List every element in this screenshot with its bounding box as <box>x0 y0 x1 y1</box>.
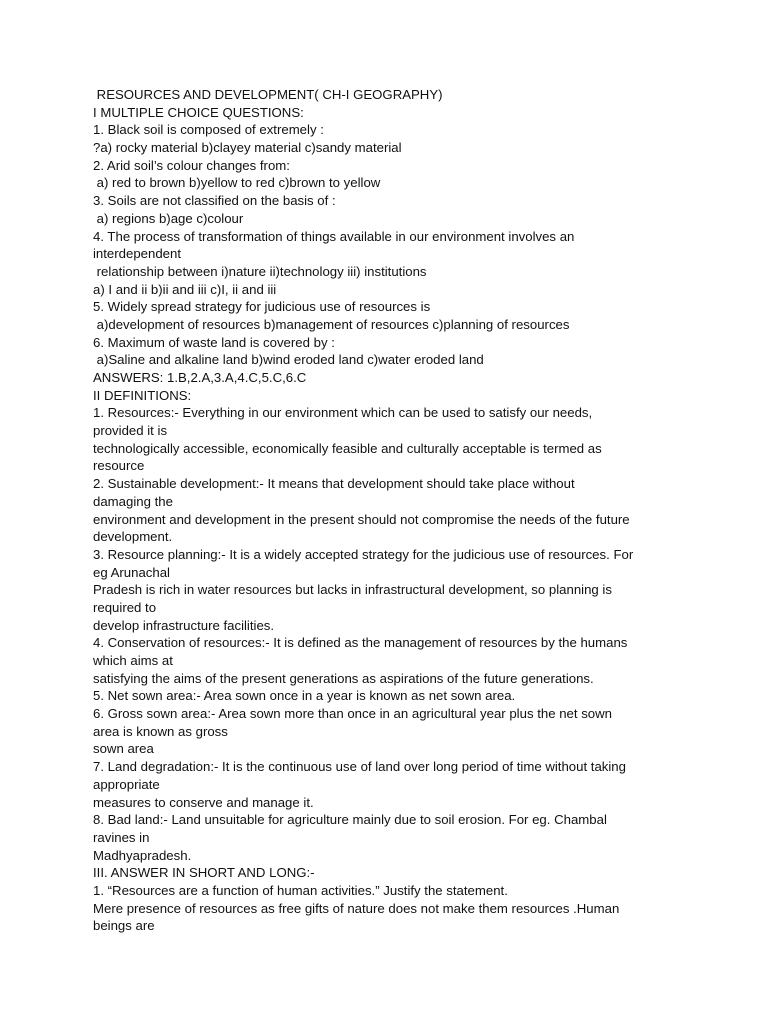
text-line: eg Arunachal <box>93 564 170 580</box>
text-line: damaging the <box>93 493 173 509</box>
text-line: technologically accessible, economically feasible and culturally acceptable is termed as <box>93 440 602 456</box>
text-line: 6. Maximum of waste land is covered by : <box>93 334 335 350</box>
text-line: ANSWERS: 1.B,2.A,3.A,4.C,5.C,6.C <box>93 370 307 385</box>
text-line: sown area <box>93 741 154 757</box>
text-line: 3. Soils are not classified on the basis of : <box>93 193 336 209</box>
text-line: 5. Net sown area:- Area sown once in a year is known as net sown area. <box>93 688 516 704</box>
text-line: III. ANSWER IN SHORT AND LONG:- <box>93 865 315 881</box>
document-title: RESOURCES AND DEVELOPMENT( CH-I GEOGRAPHY) <box>93 87 443 102</box>
text-line: 1. Resources:- Everything in our environment which can be used to satisfy our needs, <box>93 405 593 421</box>
text-line: I MULTIPLE CHOICE QUESTIONS: <box>93 104 304 120</box>
text-line: 1. Black soil is composed of extremely : <box>93 122 324 138</box>
text-line: 1. “Resources are a function of human activities.” Justify the statement. <box>93 882 508 898</box>
text-line: measures to conserve and manage it. <box>93 794 314 810</box>
text-line: 4. Conservation of resources:- It is defined as the management of resources by the humans <box>93 635 628 651</box>
text-line: a)development of resources b)management of resources c)planning of resources <box>93 316 570 332</box>
text-line: 6. Gross sown area:- Area sown more than once in an agricultural year plus the net sown <box>93 706 612 722</box>
document-body <box>93 86 683 935</box>
text-line: interdependent <box>93 246 181 262</box>
text-line: ?a) rocky material b)clayey material c)sandy material <box>93 140 402 156</box>
text-line: environment and development in the present should not compromise the needs of the future <box>93 511 630 527</box>
text-line: 2. Arid soil’s colour changes from: <box>93 157 290 173</box>
text-line: a) regions b)age c)colour <box>93 210 244 226</box>
text-line: a) red to brown b)yellow to red c)brown to yellow <box>93 175 381 191</box>
text-line: 2. Sustainable development:- It means that development should take place without <box>93 476 575 492</box>
text-line: a) I and ii b)ii and iii c)I, ii and iii <box>93 281 277 297</box>
text-line: area is known as gross <box>93 723 228 739</box>
text-line: II DEFINITIONS: <box>93 387 192 403</box>
text-line: a)Saline and alkaline land b)wind eroded land c)water eroded land <box>93 352 484 368</box>
text-line: develop infrastructure facilities. <box>93 617 275 633</box>
text-line: provided it is <box>93 423 168 439</box>
text-line: Pradesh is rich in water resources but lacks in infrastructural development, so planning is <box>93 582 612 598</box>
text-line: which aims at <box>93 653 173 668</box>
text-line: Madhyapradesh. <box>93 847 192 863</box>
text-line: 7. Land degradation:- It is the continuous use of land over long period of time without taking <box>93 759 626 775</box>
text-line: ravines in <box>93 829 150 845</box>
text-line: required to <box>93 599 157 615</box>
text-line: relationship between i)nature ii)technology iii) institutions <box>93 263 427 279</box>
text-line: appropriate <box>93 776 160 792</box>
text-line: resource <box>93 458 145 474</box>
text-line: 8. Bad land:- Land unsuitable for agriculture mainly due to soil erosion. For eg. Chambal <box>93 812 607 828</box>
text-line: satisfying the aims of the present generations as aspirations of the future generations. <box>93 670 594 686</box>
text-line: 4. The process of transformation of things available in our environment involves an <box>93 228 575 244</box>
text-line: 3. Resource planning:- It is a widely accepted strategy for the judicious use of resources. For <box>93 546 634 562</box>
text-line: 5. Widely spread strategy for judicious use of resources is <box>93 299 431 315</box>
text-line: beings are <box>93 918 155 934</box>
text-line: Mere presence of resources as free gifts of nature does not make them resources .Human <box>93 900 620 916</box>
text-line: development. <box>93 529 173 545</box>
